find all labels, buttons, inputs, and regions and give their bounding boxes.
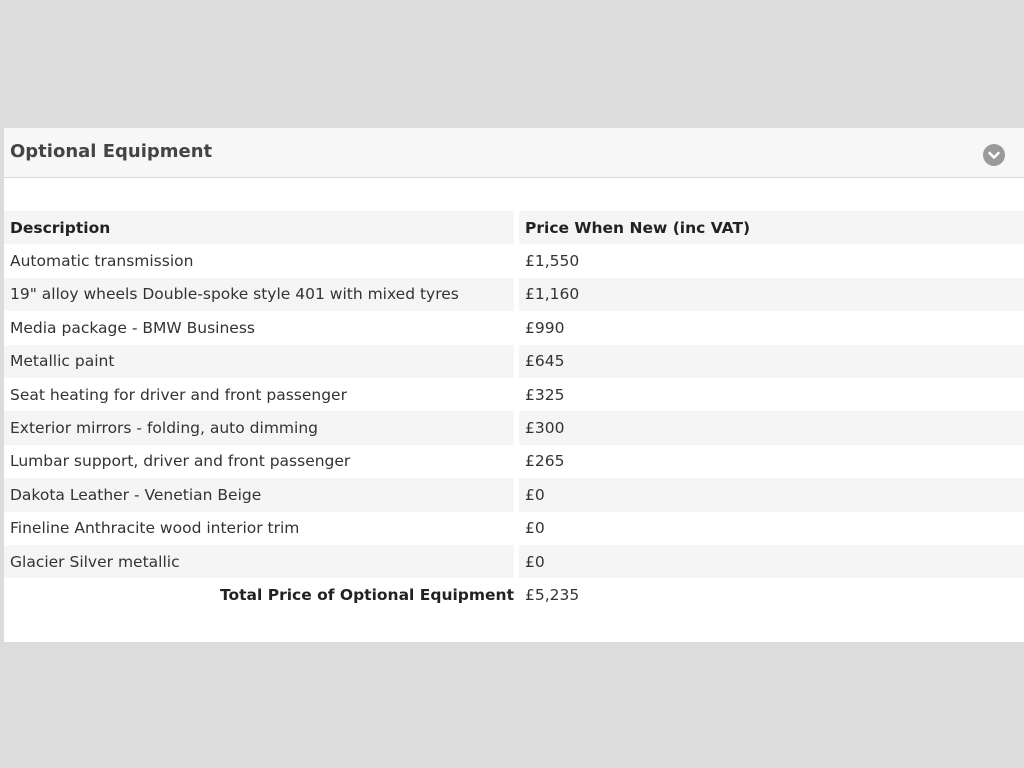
- panel-title: Optional Equipment: [10, 141, 213, 162]
- description-column-header: Description: [4, 211, 514, 244]
- option-price: £325: [514, 378, 1024, 411]
- total-label: Total Price of Optional Equipment: [4, 578, 514, 611]
- option-price: £1,160: [514, 278, 1024, 311]
- table-row: [4, 278, 1024, 311]
- table-row: [4, 345, 1024, 378]
- table-row: [4, 378, 1024, 411]
- total-row: [4, 578, 1024, 611]
- option-price: £265: [514, 445, 1024, 478]
- option-description: Automatic transmission: [4, 244, 514, 277]
- table-header-row: [4, 211, 1024, 244]
- optional-equipment-panel: [4, 128, 1024, 642]
- option-description: Dakota Leather - Venetian Beige: [4, 478, 514, 511]
- table-row: [4, 545, 1024, 578]
- table-row: [4, 512, 1024, 545]
- table-row: [4, 244, 1024, 277]
- option-price: £0: [514, 545, 1024, 578]
- table-row: [4, 445, 1024, 478]
- table-row: [4, 478, 1024, 511]
- option-description: Metallic paint: [4, 345, 514, 378]
- optional-equipment-header[interactable]: [4, 128, 1024, 178]
- table-row: [4, 411, 1024, 444]
- option-price: £0: [514, 478, 1024, 511]
- option-price: £300: [514, 411, 1024, 444]
- option-description: Lumbar support, driver and front passenger: [4, 445, 514, 478]
- option-description: 19" alloy wheels Double-spoke style 401 with mixed tyres: [4, 278, 514, 311]
- option-description: Seat heating for driver and front passenger: [4, 378, 514, 411]
- price-column-header: Price When New (inc VAT): [514, 211, 1024, 244]
- option-description: Exterior mirrors - folding, auto dimming: [4, 411, 514, 444]
- optional-equipment-table: [4, 211, 1024, 612]
- total-value: £5,235: [514, 578, 1024, 611]
- chevron-down-icon[interactable]: [983, 144, 1005, 166]
- option-price: £1,550: [514, 244, 1024, 277]
- option-description: Glacier Silver metallic: [4, 545, 514, 578]
- option-price: £0: [514, 512, 1024, 545]
- option-price: £990: [514, 311, 1024, 344]
- option-description: Media package - BMW Business: [4, 311, 514, 344]
- option-price: £645: [514, 345, 1024, 378]
- option-description: Fineline Anthracite wood interior trim: [4, 512, 514, 545]
- table-row: [4, 311, 1024, 344]
